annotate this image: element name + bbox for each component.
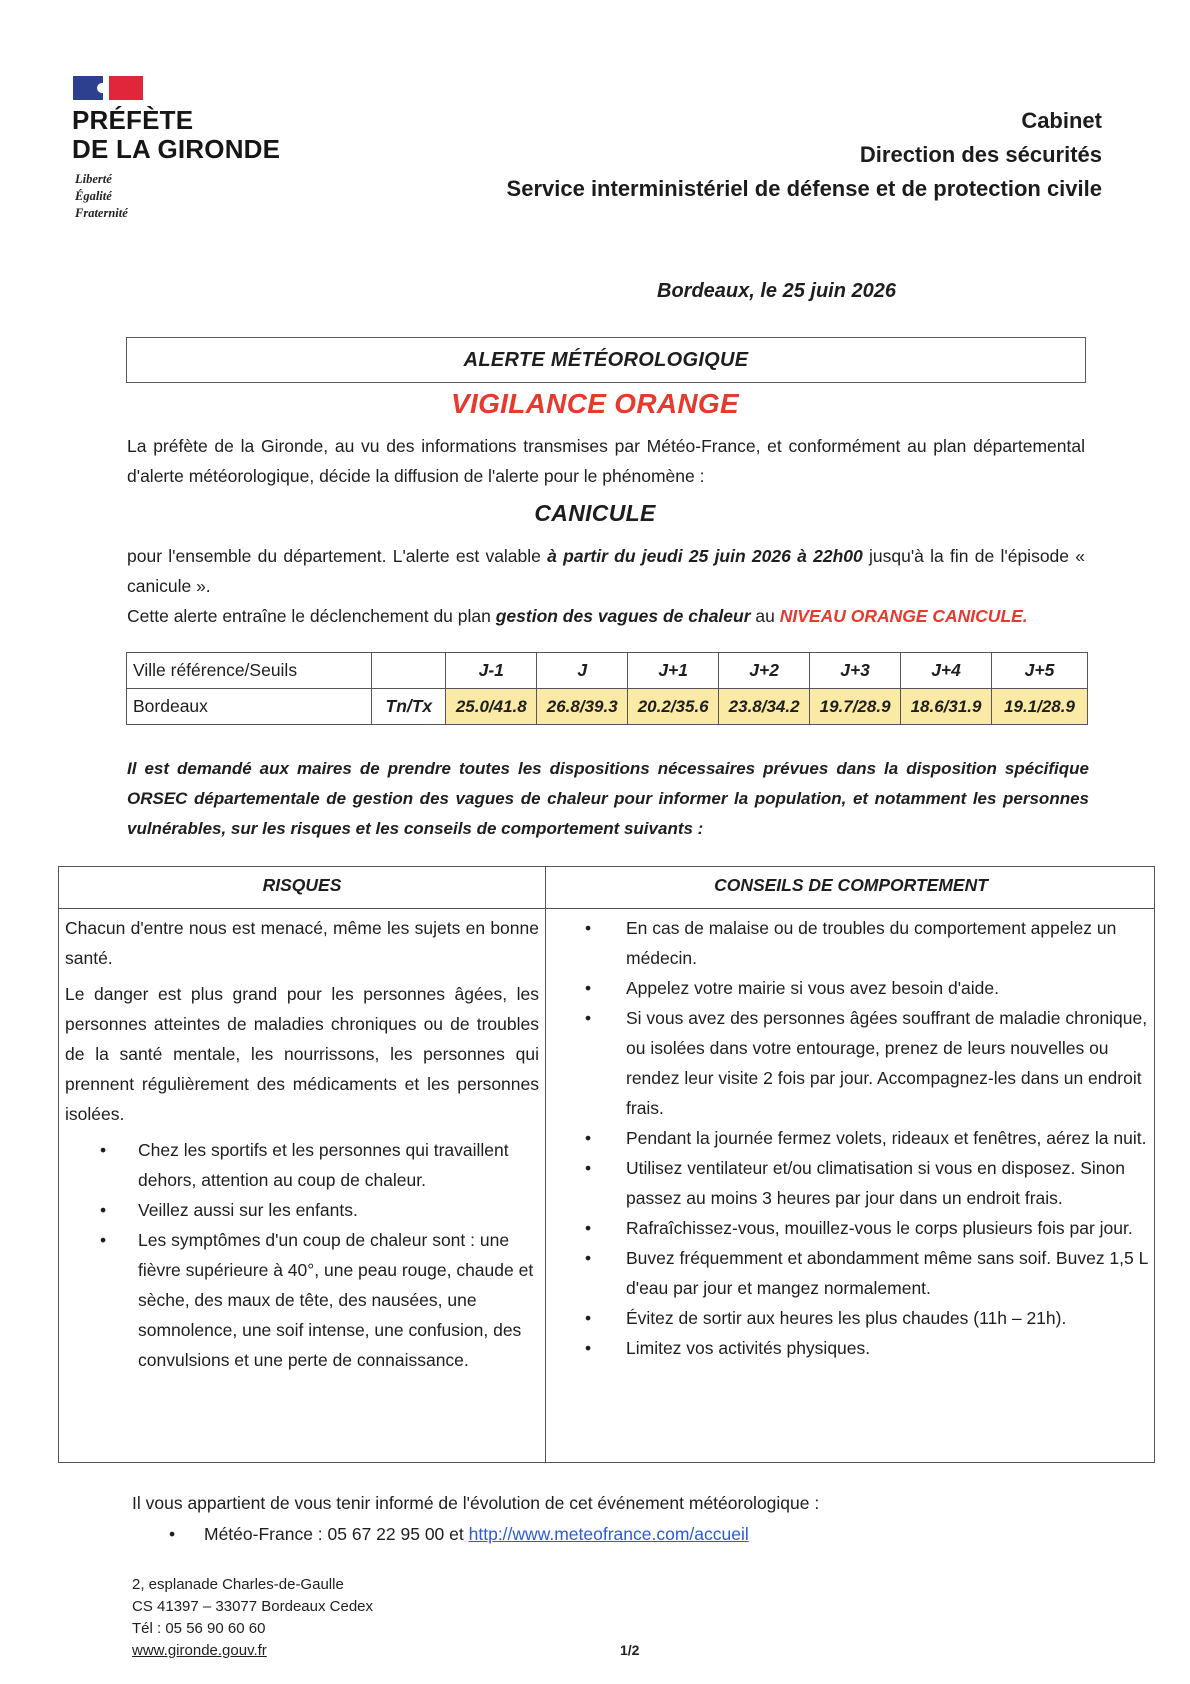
temperature-value: 19.7/28.9 <box>810 689 901 725</box>
list-item: • Les symptômes d'un coup de chaleur sont : une fièvre supérieure à 40°, une peau rouge, chaude et sèche, des maux de tête, des nausées, une somnolence, une soif intense, une confusion, des convulsions et une perte de connaissance. <box>65 1225 539 1375</box>
risks-list <box>65 1135 539 1375</box>
day-header: J+5 <box>992 653 1088 689</box>
list-item: • Appelez votre mairie si vous avez besoin d'aide. <box>551 973 1151 1003</box>
unit-label: Tn/Tx <box>372 689 446 725</box>
flag-red-band <box>109 76 143 100</box>
flag-blue-band <box>73 76 103 100</box>
plan-name: gestion des vagues de chaleur <box>495 606 751 626</box>
meteo-france-link[interactable]: http://www.meteofrance.com/accueil <box>468 1524 749 1544</box>
phone-number: Tél : 05 56 90 60 60 <box>132 1620 266 1637</box>
list-item: • Rafraîchissez-vous, mouillez-vous le corps plusieurs fois par jour. <box>551 1213 1151 1243</box>
prefecture-line-2: DE LA GIRONDE <box>72 134 281 164</box>
empty-header-cell <box>372 653 446 689</box>
address-line-2: CS 41397 – 33077 Bordeaux Cedex <box>132 1598 374 1615</box>
alert-validity <box>127 541 1085 601</box>
alert-title-box <box>126 337 1086 383</box>
list-item: • Limitez vos activités physiques. <box>551 1333 1151 1363</box>
marianne-flag-logo <box>73 76 143 100</box>
prefecture-line-1: PRÉFÈTE <box>72 105 194 135</box>
temperature-value: 25.0/41.8 <box>446 689 537 725</box>
day-header: J <box>537 653 628 689</box>
day-header: J+3 <box>810 653 901 689</box>
temperature-value: 20.2/35.6 <box>628 689 719 725</box>
list-item: • Si vous avez des personnes âgées souffrant de maladie chronique, ou isolées dans votre entourage, prenez de leurs nouvelles ou rendez leur visite 2 fois par jour. Accompagnez-les dans un endroit frais. <box>551 1003 1151 1123</box>
risks-paragraph: Le danger est plus grand pour les personnes âgées, les personnes atteintes de maladies chroniques ou de troubles de la santé mentale, les nourrissons, les personnes qui prennent régulièrement des médicaments et les personnes isolées. <box>65 984 539 1124</box>
table-header-row <box>127 653 1088 689</box>
cabinet-label: Cabinet <box>1021 108 1102 133</box>
info-intro: Il vous appartient de vous tenir informé de l'évolution de cet événement météorologique : <box>132 1493 820 1513</box>
list-item: • Évitez de sortir aux heures les plus chaudes (11h – 21h). <box>551 1303 1151 1333</box>
day-header: J+4 <box>901 653 992 689</box>
city-threshold-header: Ville référence/Seuils <box>127 653 372 689</box>
validity-text-pre: pour l'ensemble du département. L'alerte est valable <box>127 546 548 566</box>
day-header: J+1 <box>628 653 719 689</box>
risks-heading: RISQUES <box>262 875 342 895</box>
mayors-request: Il est demandé aux maires de prendre toutes les dispositions nécessaires prévues dans la disposition spécifique ORSEC départementale de gestion des vagues de chaleur pour informer la population, et notamment les personnes vulnérables, sur les risques et les conseils de comportement suivants : <box>127 759 1089 838</box>
plan-text-mid: au <box>750 606 780 626</box>
list-item: • Buvez fréquemment et abondamment même sans soif. Buvez 1,5 L d'eau par jour et mangez normalement. <box>551 1243 1151 1303</box>
bullet-dot: • <box>169 1524 176 1544</box>
advice-heading: CONSEILS DE COMPORTEMENT <box>714 875 988 895</box>
document-date: Bordeaux, le 25 juin 2026 <box>657 280 896 302</box>
plan-text-pre: Cette alerte entraîne le déclenchement du plan <box>127 606 496 626</box>
advice-list <box>551 913 1151 1363</box>
republic-motto <box>75 171 128 222</box>
plan-trigger <box>127 601 1085 631</box>
city-name: Bordeaux <box>127 689 372 725</box>
validity-start: à partir du jeudi 25 juin 2026 à 22h00 <box>547 546 863 566</box>
motto-egalite: Égalité <box>75 189 112 203</box>
validity-text-post: jusqu'à la fin de l'épisode « canicule ». <box>127 546 1086 596</box>
risks-paragraph: Chacun d'entre nous est menacé, même les sujets en bonne santé. <box>65 918 539 968</box>
page-number: 1/2 <box>620 1642 640 1658</box>
motto-fraternite: Fraternité <box>75 206 128 220</box>
direction-label: Direction des sécurités <box>859 142 1102 167</box>
temperature-value: 19.1/28.9 <box>992 689 1088 725</box>
day-header: J-1 <box>446 653 537 689</box>
risks-column <box>65 913 539 1375</box>
advice-column <box>551 913 1151 1363</box>
list-item: • En cas de malaise ou de troubles du comportement appelez un médecin. <box>551 913 1151 973</box>
prefecture-name <box>72 106 280 164</box>
service-label: Service interministériel de défense et de protection civile <box>506 176 1102 201</box>
plan-level: NIVEAU ORANGE CANICULE. <box>779 606 1028 626</box>
issuing-service <box>507 104 1102 206</box>
meteo-france-label: Météo-France : 05 67 22 95 00 et <box>204 1524 469 1544</box>
website-link[interactable]: www.gironde.gouv.fr <box>132 1642 267 1659</box>
motto-liberte: Liberté <box>75 172 112 186</box>
meteo-france-contact <box>132 1519 819 1550</box>
thresholds-table <box>126 652 1088 725</box>
temperature-value: 18.6/31.9 <box>901 689 992 725</box>
risks-advice-table <box>58 866 1155 1463</box>
day-header: J+2 <box>719 653 810 689</box>
list-item: • Pendant la journée fermez volets, rideaux et fenêtres, aérez la nuit. <box>551 1123 1151 1153</box>
list-item: • Utilisez ventilateur et/ou climatisation si vous en disposez. Sinon passez au moins 3 heures par jour dans un endroit frais. <box>551 1153 1151 1213</box>
table-row <box>127 689 1088 725</box>
phenomenon-title: CANICULE <box>534 500 656 526</box>
address-line-1: 2, esplanade Charles-de-Gaulle <box>132 1576 344 1593</box>
alert-intro: La préfète de la Gironde, au vu des informations transmises par Météo-France, et conformément au plan départemental d'alerte météorologique, décide la diffusion de l'alerte pour le phénomène : <box>127 436 1085 486</box>
footer-address <box>132 1574 373 1662</box>
vigilance-level: VIGILANCE ORANGE <box>451 388 739 419</box>
alert-title: ALERTE MÉTÉOROLOGIQUE <box>463 348 749 371</box>
list-item: • Chez les sportifs et les personnes qui travaillent dehors, attention au coup de chaleur. <box>65 1135 539 1195</box>
list-item: • Veillez aussi sur les enfants. <box>65 1195 539 1225</box>
temperature-value: 23.8/34.2 <box>719 689 810 725</box>
info-section <box>132 1488 819 1550</box>
temperature-value: 26.8/39.3 <box>537 689 628 725</box>
